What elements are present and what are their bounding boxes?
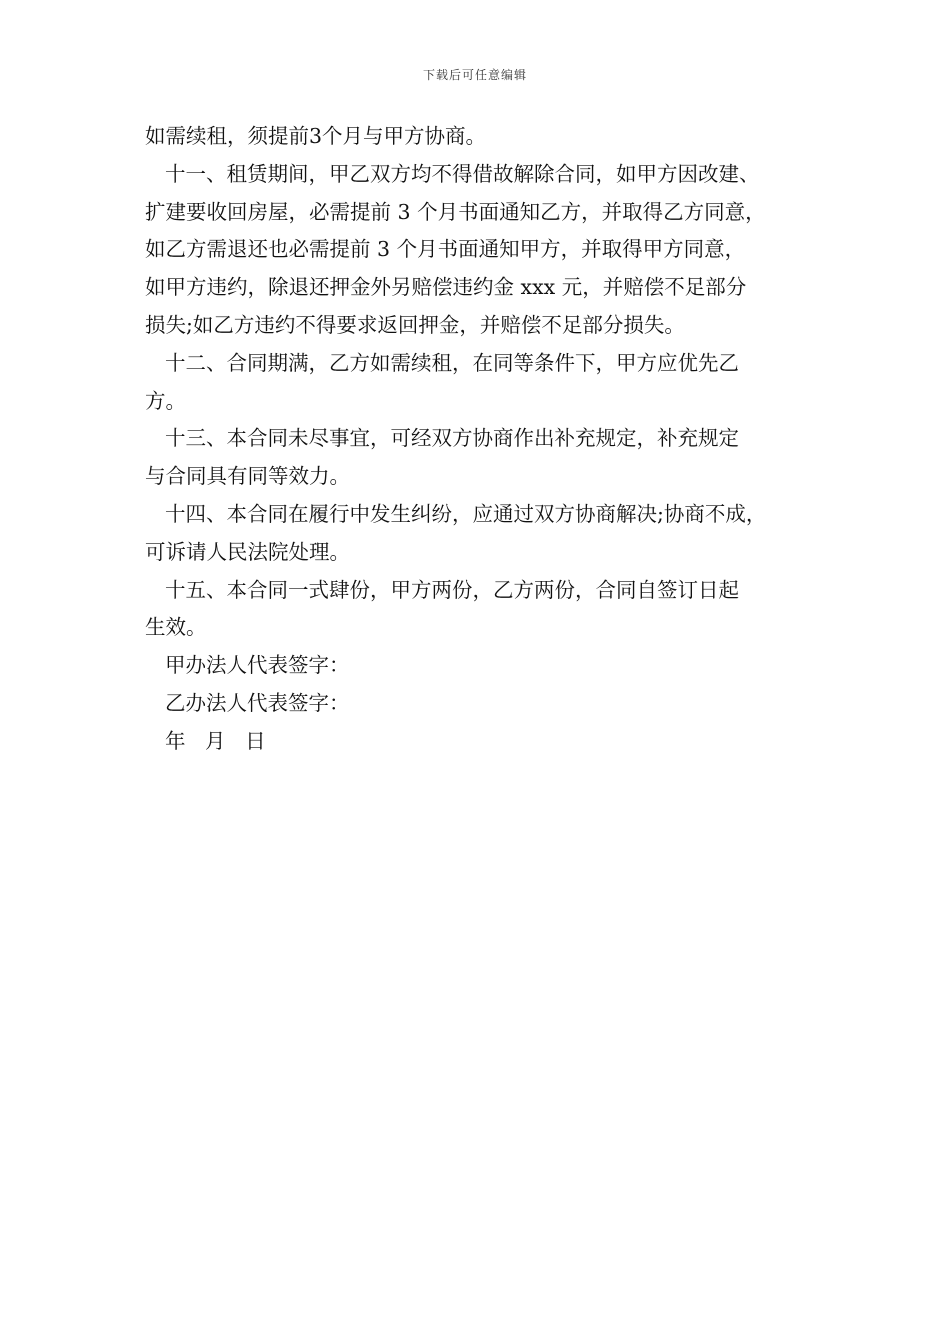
contract-body	[145, 118, 825, 761]
clause-11	[145, 156, 825, 345]
clause-11-line-5: 损失;如乙方违约不得要求返回押金，并赔偿不足部分损失。	[145, 312, 685, 337]
clause-11-line-2: 扩建要收回房屋，必需提前 3 个月书面通知乙方，并取得乙方同意，	[145, 199, 766, 224]
page-header: 下载后可任意编辑	[422, 68, 527, 82]
clause-11-line-4: 如甲方违约，除退还押金外另赔偿违约金 xxx 元，并赔偿不足部分	[145, 275, 747, 300]
clause-15-line-1: 十五、本合同一式肆份，甲方两份，乙方两份，合同自签订日起	[165, 577, 739, 602]
clause-13-line-1: 十三、本合同未尽事宜，可经双方协商作出补充规定，补充规定	[165, 426, 739, 451]
party-a-signature: 甲办法人代表签字：	[165, 653, 350, 678]
clause-14-line-2: 可诉请人民法院处理。	[145, 539, 350, 564]
clause-13-line-2: 与合同具有同等效力。	[145, 464, 350, 489]
clause-15-line-2: 生效。	[145, 615, 207, 640]
clause-14	[145, 496, 825, 572]
clause-12-line-2: 方。	[145, 388, 186, 413]
party-b-signature: 乙办法人代表签字：	[165, 690, 350, 715]
clause-14-line-1: 十四、本合同在履行中发生纠纷，应通过双方协商解决;协商不成，	[165, 501, 767, 526]
clause-12-line-1: 十二、合同期满，乙方如需续租，在同等条件下，甲方应优先乙	[165, 350, 739, 375]
clause-11-line-3: 如乙方需退还也必需提前 3 个月书面通知甲方，并取得甲方同意，	[145, 237, 746, 262]
clause-11-line-1: 十一、租赁期间，甲乙双方均不得借故解除合同，如甲方因改建、	[165, 161, 760, 186]
signing-date: 年 月 日	[165, 728, 266, 753]
clause-15	[145, 572, 825, 648]
intro-line: 如需续租，须提前3个月与甲方协商。	[145, 124, 487, 148]
clause-12	[145, 345, 825, 421]
clause-13	[145, 420, 825, 496]
